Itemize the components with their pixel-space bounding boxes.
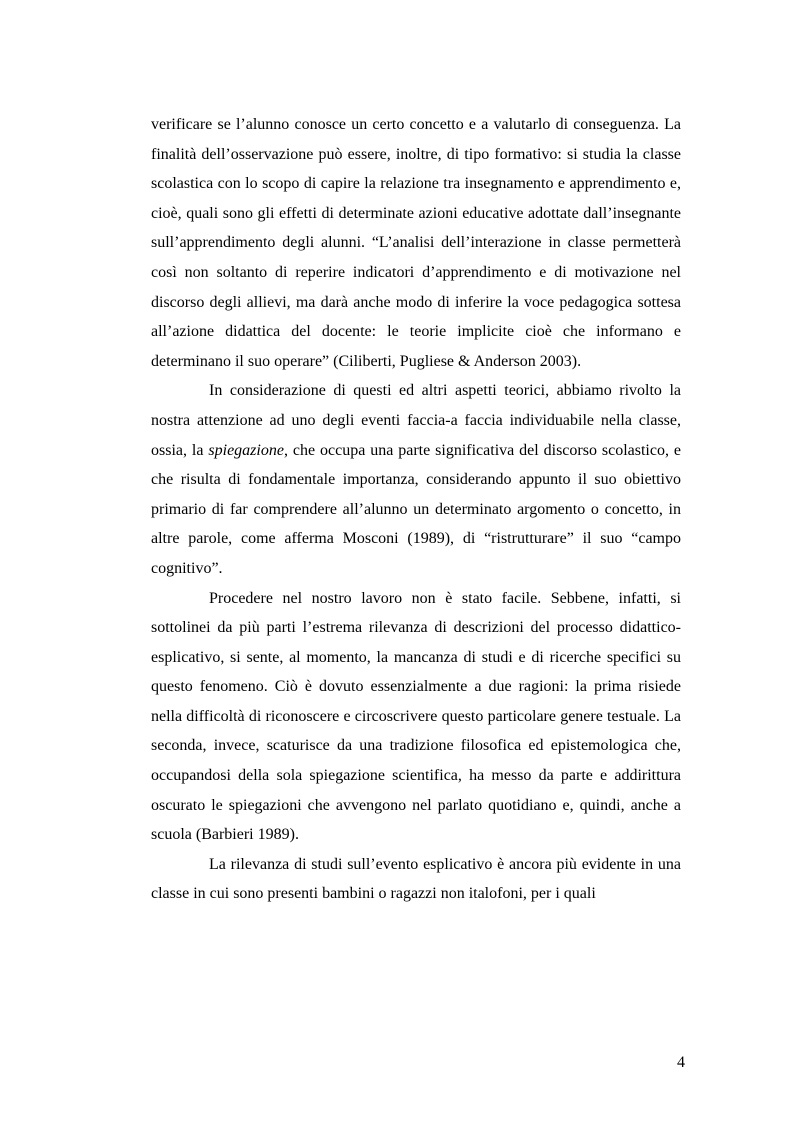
body-text [151,110,681,909]
paragraph-continuation: verificare se l’alunno conosce un certo concetto e a valutarlo di conseguenza. La finalità dell’osservazione può essere, inoltre, di tipo formativo: si studia la classe scolastica con lo scopo di capire la relazione tra insegnamento e apprendimento e, cioè, quali sono gli effetti di determinate azioni educative adottate dall’insegnante sull’apprendimento degli alunni. “L’analisi dell’interazione in classe permetterà così non soltanto di reperire indicatori d’apprendimento e di motivazione nel discorso degli allievi, ma darà anche modo di inferire la voce pedagogica sottesa all’azione didattica del docente: le teorie implicite cioè che informano e determinano il suo operare” (Ciliberti, Pugliese & Anderson 2003). [151,116,681,370]
emphasis-spiegazione: spiegazione [208,441,284,459]
page-number: 4 [677,1054,685,1071]
paragraph-text-before: In considerazione di questi ed altri aspetti teorici, abbiamo rivolto la nostra attenzione ad uno degli eventi faccia-a faccia individuabile nella classe, ossia, la [151,382,681,459]
paragraph-rilevanza: La rilevanza di studi sull’evento esplicativo è ancora più evidente in una classe in cui sono presenti bambini o ragazzi non italofoni, per i quali [151,855,681,903]
paragraph-text-after: , che occupa una parte significativa del discorso scolastico, e che risulta di fondamentale importanza, considerando appunto il suo obiettivo primario di far comprendere all’alunno un determinato argomento o concetto, in altre parole, come afferma Mosconi (1989), di “ristrutturare” il suo “campo cognitivo”. [151,441,682,577]
paragraph-spiegazione [151,376,681,583]
paragraph-procedere: Procedere nel nostro lavoro non è stato facile. Sebbene, infatti, si sottolinei da più parti l’estrema rilevanza di descrizioni del processo didattico-esplicativo, si sente, al momento, la mancanza di studi e di ricerche specifici su questo fenomeno. Ciò è dovuto essenzialmente a due ragioni: la prima risiede nella difficoltà di riconoscere e circoscrivere questo particolare genere testuale. La seconda, invece, scaturisce da una tradizione filosofica ed epistemologica che, occupandosi della sola spiegazione scientifica, ha messo da parte e addirittura oscurato le spiegazioni che avvengono nel parlato quotidiano e, quindi, anche a scuola (Barbieri 1989). [151,589,681,844]
